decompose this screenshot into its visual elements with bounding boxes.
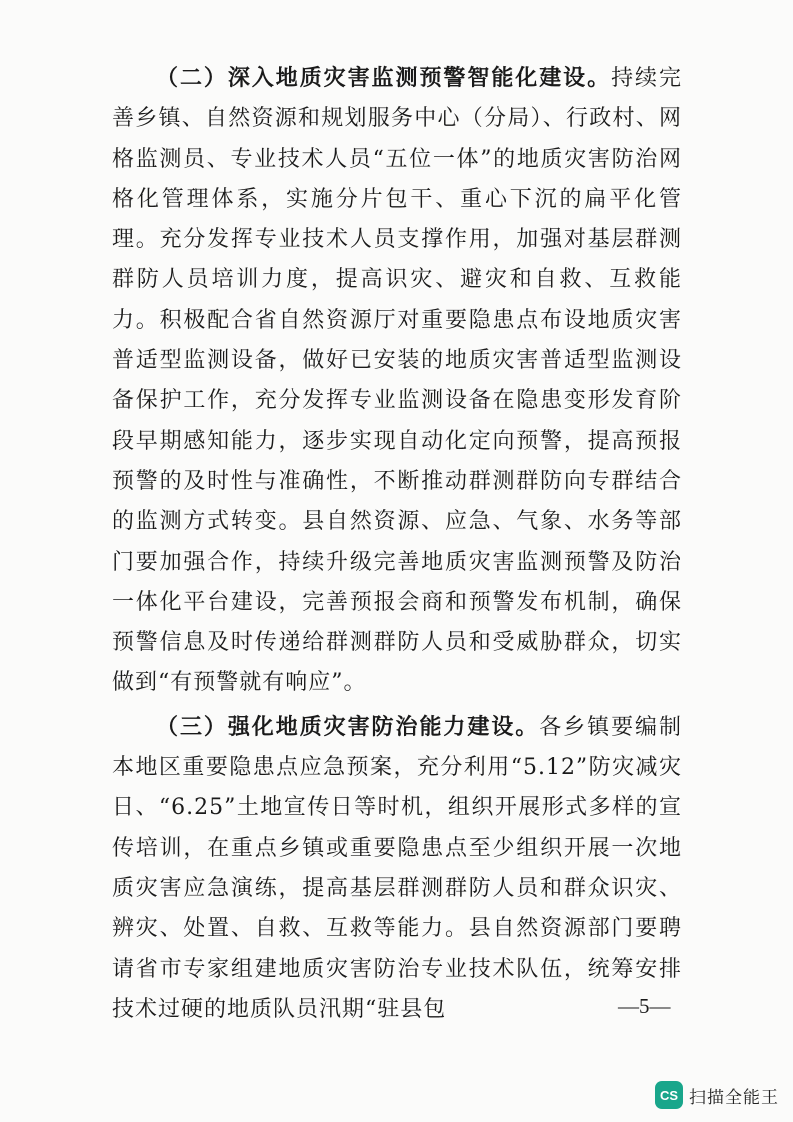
paragraph-section-2 [112,58,682,704]
camscanner-logo-icon: CS [655,1081,683,1109]
scanner-watermark [655,1080,779,1110]
page-number: —5— [618,994,671,1018]
watermark-text: 扫描全能王 [689,1087,779,1108]
document-body [112,58,682,1030]
section-3-text: 各乡镇要编制本地区重要隐患点应急预案，充分利用“5.12”防灾减灾日、“6.25”土地宣传日等时机，组织开展形式多样的宣传培训，在重点乡镇或重要隐患点至少组织开展一次地质灾害应急演练，提高基层群测群防人员和群众识灾、辨灾、处置、自救、互救等能力。县自然资源部门要聘请省市专家组建地质灾害防治专业技术队伍，统筹安排技术过硬的地质队员汛期“驻县包 [112,714,682,1022]
paragraph-section-3 [112,707,682,1030]
section-2-heading: （二）深入地质灾害监测预警智能化建设。 [156,65,612,91]
section-2-text: 持续完善乡镇、自然资源和规划服务中心（分局）、行政村、网格监测员、专业技术人员“五位一体”的地质灾害防治网格化管理体系，实施分片包干、重心下沉的扁平化管理。充分发挥专业技术人员支撑作用，加强对基层群测群防人员培训力度，提高识灾、避灾和自救、互救能力。积极配合省自然资源厅对重要隐患点布设地质灾害普适型监测设备，做好已安装的地质灾害普适型监测设备保护工作，充分发挥专业监测设备在隐患变形发育阶段早期感知能力，逐步实现自动化定向预警，提高预报预警的及时性与准确性，不断推动群测群防向专群结合的监测方式转变。县自然资源、应急、气象、水务等部门要加强合作，持续升级完善地质灾害监测预警及防治一体化平台建设，完善预报会商和预警发布机制，确保预警信息及时传递给群测群防人员和受威胁群众，切实做到“有预警就有响应”。 [112,66,682,696]
section-3-heading: （三）强化地质灾害防治能力建设。 [156,713,540,740]
